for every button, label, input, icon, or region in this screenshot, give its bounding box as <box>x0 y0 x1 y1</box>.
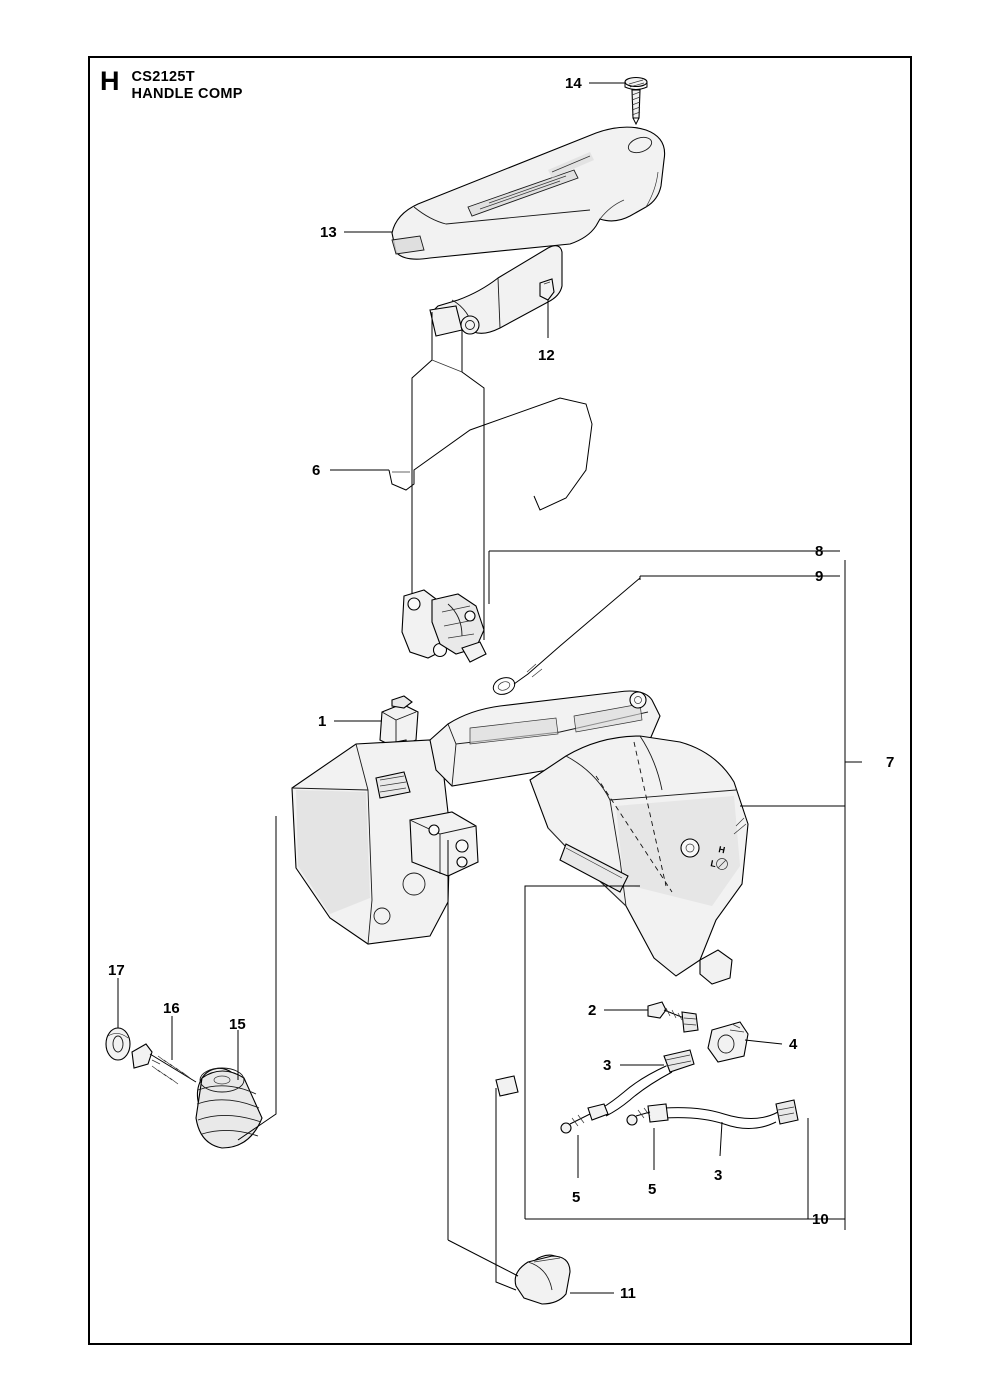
part-3-fuel-hose-lower <box>627 1100 798 1129</box>
assembly-name: HANDLE COMP <box>131 86 243 102</box>
part-12-handle-bracket <box>412 246 562 640</box>
hose-end-fitting <box>496 1076 518 1096</box>
callout-3: 3 <box>603 1057 612 1074</box>
leader-11-link <box>496 1088 516 1290</box>
section-letter: H <box>100 66 120 96</box>
callout-8: 8 <box>815 543 824 560</box>
callout-1: 1 <box>318 713 327 730</box>
callout-3-b: 3 <box>714 1167 723 1184</box>
leader-3b <box>720 1122 722 1156</box>
part-9-spring-wire <box>491 578 640 697</box>
callout-11: 11 <box>620 1285 636 1302</box>
callout-14: 14 <box>565 75 582 92</box>
callout-5-b: 5 <box>648 1181 657 1198</box>
part-6-throttle-rod <box>389 398 592 510</box>
callout-2: 2 <box>588 1002 597 1019</box>
part-2-fitting <box>648 1002 698 1032</box>
callout-9: 9 <box>815 568 824 585</box>
callout-7: 7 <box>886 754 895 771</box>
callout-15: 15 <box>229 1016 246 1033</box>
diagonal-ref-line <box>448 1240 518 1276</box>
bracket-10 <box>525 886 640 1219</box>
part-8-link-lever <box>402 590 486 662</box>
part-4-grommet <box>708 1022 748 1062</box>
callout-10: 10 <box>812 1211 829 1228</box>
part-7-handle-assembly <box>292 691 748 984</box>
callout-17: 17 <box>108 962 125 979</box>
svg-text:H: H <box>717 844 727 856</box>
model-name: CS2125T <box>131 69 195 85</box>
callout-12: 12 <box>538 347 555 364</box>
callout-6: 6 <box>312 462 321 479</box>
part-15-vibration-damper <box>191 1063 262 1148</box>
callout-16: 16 <box>163 1000 180 1017</box>
svg-text:L: L <box>709 858 718 870</box>
part-13-handle-cover <box>392 127 665 259</box>
callout-5-a: 5 <box>572 1189 581 1206</box>
callout-13: 13 <box>320 224 337 241</box>
part-16-screw <box>132 1044 196 1084</box>
part-14-screw <box>625 78 647 125</box>
part-17-washer <box>106 1028 130 1060</box>
leader-4 <box>745 1040 782 1044</box>
callout-4: 4 <box>789 1036 798 1053</box>
part-11-cap <box>515 1251 570 1304</box>
screw-shank <box>150 1054 196 1082</box>
